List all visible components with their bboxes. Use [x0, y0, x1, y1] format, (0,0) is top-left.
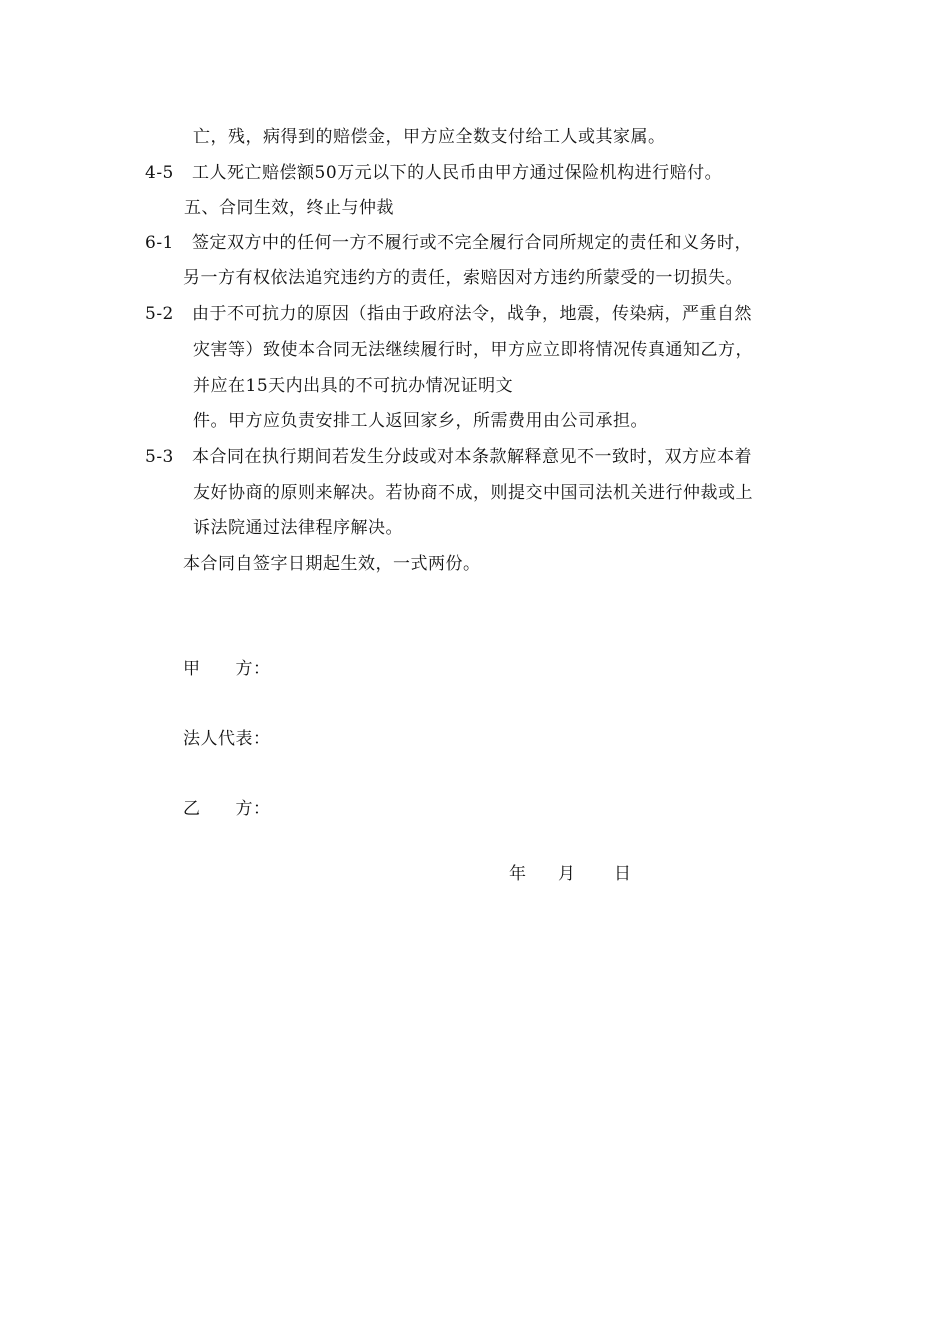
signature-party-a: 甲 方：	[183, 659, 271, 679]
clause-number: 6-1	[145, 233, 174, 253]
clause-text: 签定双方中的任何一方不履行或不完全履行合同所规定的责任和义务时，	[192, 233, 752, 253]
clause-text: 并应在15天内出具的不可抗办情况证明文	[193, 376, 514, 396]
date-day: 日	[614, 864, 632, 884]
clause-number: 5-2	[145, 304, 174, 324]
clause-text: 本合同在执行期间若发生分歧或对本条款解释意见不一致时，双方应本着	[192, 447, 752, 467]
signature-party-b: 乙 方：	[183, 799, 271, 819]
clause-text: 件。甲方应负责安排工人返回家乡，所需费用由公司承担。	[193, 411, 648, 431]
text-line: 亡，残，病得到的赔偿金，甲方应全数支付给工人或其家属。	[193, 127, 666, 147]
date-month: 月	[558, 864, 576, 884]
clause-text: 由于不可抗力的原因（指由于政府法令，战争，地震，传染病，严重自然	[192, 304, 752, 324]
signature-legal-rep: 法人代表：	[183, 729, 271, 749]
section-heading: 五、合同生效，终止与仲裁	[184, 198, 394, 218]
clause-text: 友好协商的原则来解决。若协商不成，则提交中国司法机关进行仲裁或上	[193, 483, 753, 503]
clause-text: 另一方有权依法追究违约方的责任，索赔因对方违约所蒙受的一切损失。	[183, 268, 743, 288]
clause-text: 诉法院通过法律程序解决。	[193, 518, 403, 538]
closing-statement: 本合同自签字日期起生效，一式两份。	[183, 554, 481, 574]
clause-number: 4-5	[145, 163, 174, 183]
clause-text: 工人死亡赔偿额50万元以下的人民币由甲方通过保险机构进行赔付。	[192, 163, 723, 183]
clause-text: 灾害等）致使本合同无法继续履行时，甲方应立即将情况传真通知乙方，	[193, 340, 753, 360]
date-year: 年	[509, 864, 527, 884]
clause-number: 5-3	[145, 447, 174, 467]
